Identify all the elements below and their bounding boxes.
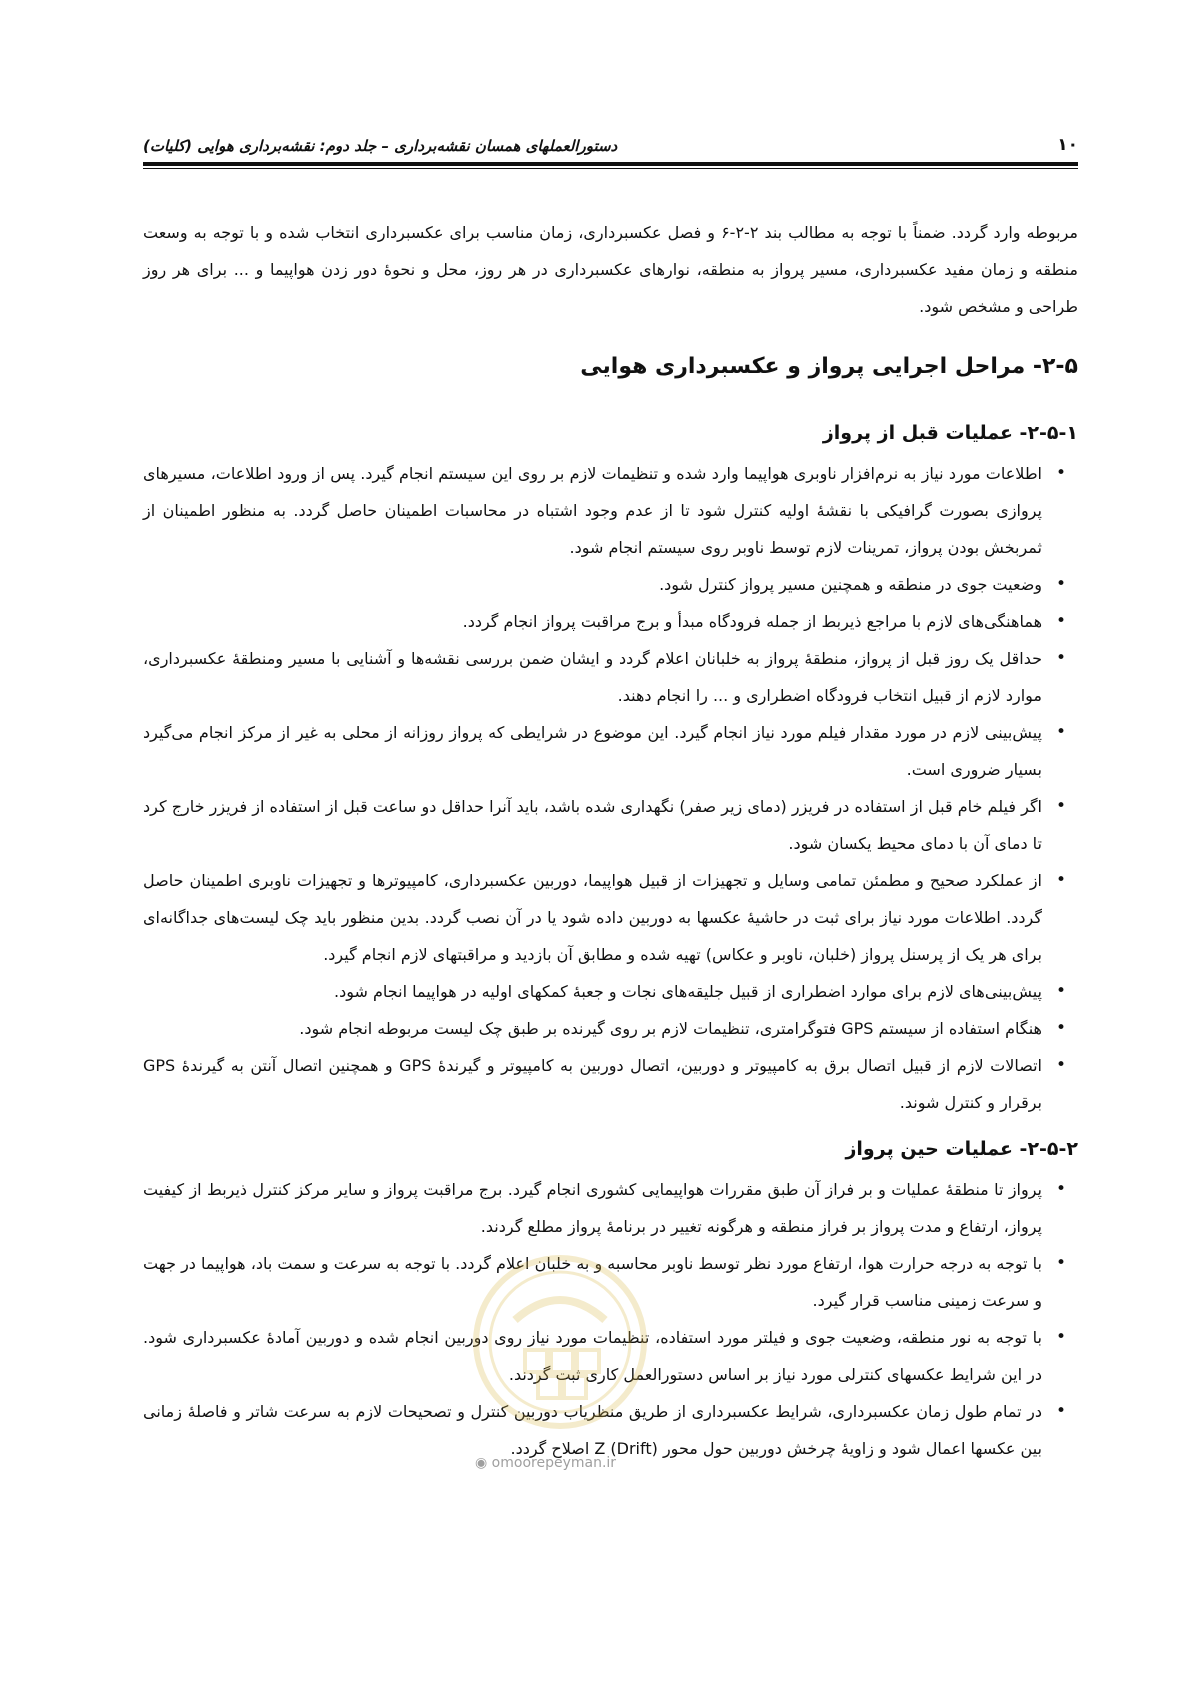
list-item: • هماهنگی‌های لازم با مراجع ذیربط از جمله فرودگاه مبدأ و برج مراقبت پرواز انجام گردد.	[143, 603, 1078, 640]
subsection-heading-in-flight: ۲-۵-۲- عملیات حین پرواز	[845, 1138, 1078, 1160]
list-item: • پیش‌بینی لازم در مورد مقدار فیلم مورد نیاز انجام گیرد. این موضوع در شرایطی که پرواز روزانه از محلی به غیر از مرکز انجام می‌گیرد بسیار ضروری است.	[143, 714, 1078, 788]
list-item: • اگر فیلم خام قبل از استفاده در فریزر (دمای زیر صفر) نگهداری شده باشد، باید آنرا حداقل دو ساعت قبل از استفاده از فریزر خارج کرد تا دمای آن با دمای محیط یکسان شود.	[143, 788, 1078, 862]
list-item: • از عملکرد صحیح و مطمئن تمامی وسایل و تجهیزات از قبیل هواپیما، دوربین عکسبرداری، کامپیوترها و تجهیزات ناوبری اطمینان حاصل گردد. اطلاعات مورد نیاز برای ثبت در حاشیهٔ عکسها به دوربین داده شود یا در آن نصب گردد. بدین منظور باید چک لیست‌های جداگانه‌ای برای هر یک از پرسنل پرواز (خلبان، ناوبر و عکاس) تهیه شده و مطابق آن بازدید و مراقبتهای لازم انجام گیرد.	[143, 862, 1078, 973]
list-item: • در تمام طول زمان عکسبرداری، شرایط عکسبرداری از طریق منظریاب دوربین کنترل و تصحیحات لازم به سرعت شاتر و فاصلهٔ زمانی بین عکسها اعمال شود و زاویهٔ چرخش دوربین حول محور Z (Drift) اصلاح گردد.	[143, 1393, 1078, 1467]
page-number: ۱۰	[1057, 135, 1078, 155]
header-rule-thin	[143, 168, 1078, 169]
page-body	[143, 214, 1078, 1467]
watermark-url-mark: ◉	[475, 1455, 492, 1471]
list-item: • پیش‌بینی‌های لازم برای موارد اضطراری از قبیل جلیقه‌های نجات و جعبهٔ کمکهای اولیه در هواپیما انجام شود.	[143, 973, 1078, 1010]
section-heading: ۲-۵- مراحل اجرایی پرواز و عکسبرداری هوایی	[580, 354, 1078, 379]
list-item: • با توجه به درجه حرارت هوا، ارتفاع مورد نظر توسط ناوبر محاسبه و به خلبان اعلام گردد. با توجه به سرعت و سمت باد، هواپیما در جهت و سرعت زمینی مناسب قرار گیرد.	[143, 1245, 1078, 1319]
subsection-heading-pre-flight: ۲-۵-۱- عملیات قبل از پرواز	[822, 422, 1078, 444]
in-flight-list	[143, 1171, 1078, 1467]
running-title: دستورالعملهای همسان نقشه‌برداری – جلد دوم: نقشه‌برداری هوایی (کلیات)	[143, 137, 618, 155]
list-item: • با توجه به نور منطقه، وضعیت جوی و فیلتر مورد استفاده، تنظیمات مورد نیاز روی دوربین انجام شده و دوربین آمادهٔ عکسبرداری شود. در این شرایط عکسهای کنترلی مورد نیاز بر اساس دستورالعمل کاری ثبت گردند.	[143, 1319, 1078, 1393]
list-item: • حداقل یک روز قبل از پرواز، منطقهٔ پرواز به خلبانان اعلام گردد و ایشان ضمن بررسی نقشه‌ها و آشنایی با مسیر ومنطقهٔ عکسبرداری، موارد لازم از قبیل انتخاب فرودگاه اضطراری و ... را انجام دهند.	[143, 640, 1078, 714]
page-header	[143, 125, 1078, 155]
intro-paragraph: مربوطه وارد گردد. ضمناً با توجه به مطالب بند ۲-۲-۶ و فصل عکسبرداری، زمان مناسب برای عکسبرداری انتخاب شده و با توجه به وسعت منطقه و زمان مفید عکسبرداری، مسیر پرواز به منطقه، نوارهای عکسبرداری در هر روز، محل و نحوهٔ دور زدن هواپیما و ... برای هر روز طراحی و مشخص شود.	[143, 223, 1078, 316]
header-rule-thick	[143, 162, 1078, 166]
pre-flight-list	[143, 455, 1078, 1121]
list-item: • وضعیت جوی در منطقه و همچنین مسیر پرواز کنترل شود.	[143, 566, 1078, 603]
list-item: • اطلاعات مورد نیاز به نرم‌افزار ناوبری هواپیما وارد شده و تنظیمات لازم بر روی این سیستم انجام گیرد. پس از ورود اطلاعات، مسیرهای پروازی بصورت گرافیکی با نقشهٔ اولیه کنترل شود تا از عدم وجود اشتباه در محاسبات اطمینان حاصل گردد. به منظور اطمینان از ثمربخش بودن پرواز، تمرینات لازم توسط ناوبر روی سیستم انجام شود.	[143, 455, 1078, 566]
watermark-url	[475, 1455, 616, 1471]
watermark-url-text: omoorepeyman.ir	[491, 1455, 617, 1471]
list-item: • اتصالات لازم از قبیل اتصال برق به کامپیوتر و دوربین، اتصال دوربین به کامپیوتر و گیرندهٔ GPS و همچنین اتصال آنتن به گیرندهٔ GPS برقرار و کنترل شوند.	[143, 1047, 1078, 1121]
list-item: • هنگام استفاده از سیستم GPS فتوگرامتری، تنظیمات لازم بر روی گیرنده بر طبق چک لیست مربوطه انجام شود.	[143, 1010, 1078, 1047]
list-item: • پرواز تا منطقهٔ عملیات و بر فراز آن طبق مقررات هواپیمایی کشوری انجام گیرد. برج مراقبت پرواز و سایر مرکز کنترل ذیربط از کیفیت پرواز، ارتفاع و مدت پرواز بر فراز منطقه و هرگونه تغییر در برنامهٔ پرواز مطلع گردند.	[143, 1171, 1078, 1245]
